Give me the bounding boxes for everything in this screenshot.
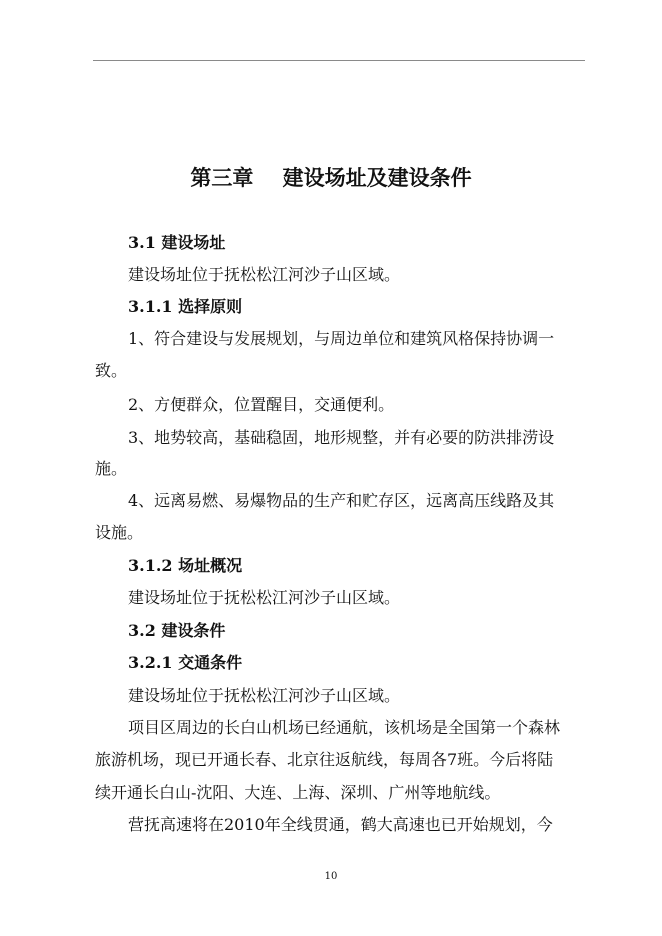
- principle-3-line-2: 施。: [95, 459, 128, 478]
- paragraph-site-overview: 建设场址位于抚松松江河沙子山区域。: [128, 588, 401, 607]
- principle-4-line-2: 设施。: [95, 523, 144, 542]
- page-number: 10: [324, 871, 338, 882]
- paragraph-site-location: 建设场址位于抚松松江河沙子山区域。: [128, 265, 401, 284]
- principle-2: 2、方便群众，位置醒目，交通便利。: [128, 395, 395, 414]
- paragraph-airport-line-3: 续开通长白山-沈阳、大连、上海、深圳、广州等地航线。: [95, 783, 501, 802]
- chapter-title: 第三章 建设场址及建设条件: [190, 165, 472, 190]
- section-heading-3-2: 3.2 建设条件: [128, 621, 226, 640]
- section-heading-3-1-1: 3.1.1 选择原则: [128, 297, 243, 316]
- paragraph-highway-line-1: 营抚高速将在2010年全线贯通，鹤大高速也已开始规划，今: [128, 815, 553, 834]
- principle-3-line-1: 3、地势较高，基础稳固，地形规整，并有必要的防洪排涝设: [128, 428, 555, 447]
- section-heading-3-1-2: 3.1.2 场址概况: [128, 556, 243, 575]
- paragraph-airport-line-1: 项目区周边的长白山机场已经通航，该机场是全国第一个森林: [128, 718, 561, 737]
- section-heading-3-2-1: 3.2.1 交通条件: [128, 653, 243, 672]
- principle-1-line-1: 1、符合建设与发展规划，与周边单位和建筑风格保持协调一: [128, 329, 555, 348]
- section-heading-3-1: 3.1 建设场址: [128, 233, 226, 252]
- paragraph-airport-line-2: 旅游机场，现已开通长春、北京往返航线，每周各7班。今后将陆: [95, 750, 554, 769]
- principle-1-line-2: 致。: [95, 361, 128, 380]
- principle-4-line-1: 4、远离易燃、易爆物品的生产和贮存区，远离高压线路及其: [128, 491, 555, 510]
- header-rule: [93, 60, 585, 61]
- paragraph-traffic-location: 建设场址位于抚松松江河沙子山区域。: [128, 686, 401, 705]
